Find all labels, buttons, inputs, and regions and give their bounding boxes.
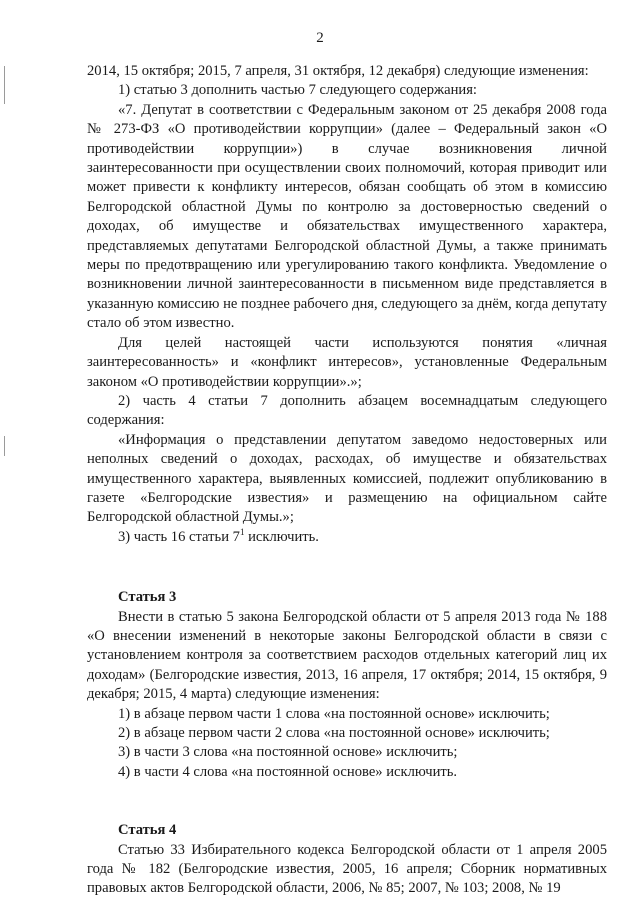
article-3-item-1: 1) в абзаце первом части 1 слова «на постоянной основе» исключить; [118, 705, 550, 722]
article-4-intro: Статью 33 Избирательного кодекса Белгородской области от 1 апреля 2005 года № 182 (Белгородские известия, 2005, 16 апреля; Сборник нормативных правовых актов Белгородской области, 2006, № 85; 2007, № 103; 2008, № 19 [87, 841, 607, 897]
item-3-text: 3) часть 16 статьи 7 [118, 528, 240, 545]
article-4-heading: Статья 4 [118, 822, 177, 839]
section-gap [87, 547, 607, 588]
paragraph-part-7: «7. Депутат в соответствии с Федеральным законом от 25 декабря 2008 года № 273-ФЗ «О противодействии коррупции» (далее – Федеральный закон «О противодействии коррупции») в случае возникновения личной заинтересованности при осуществлении своих полномочий, которая приводит или может привести к конфликту интересов, обязан сообщать об этом в комиссию Белгородской областной Думы по контролю за достоверностью сведений о доходах, об имуществе и обязательствах имущественного характера, представляемых депутатами Белгородской областной Думы, а также принимать меры по предотвращению или урегулированию такого конфликта. Уведомление о возникновении личной заинтересованности в письменном виде представляется в указанную комиссию не позднее рабочего дня, следующего за днём, когда депутату стало об этом известно. [87, 101, 607, 332]
article-3-item-2: 2) в абзаце первом части 2 слова «на постоянной основе» исключить; [118, 725, 550, 741]
paragraph-continuation: 2014, 15 октября; 2015, 7 апреля, 31 октября, 12 декабря) следующие изменения: [87, 63, 589, 79]
item-3-text-end: исключить. [244, 528, 319, 545]
item-3-superscript: 1 [239, 526, 245, 537]
paragraph-item-2: 2) часть 4 статьи 7 дополнить абзацем восемнадцатым следующего содержания: [87, 392, 607, 429]
article-3-heading: Статья 3 [118, 589, 177, 606]
page-number: 2 [316, 30, 324, 46]
paragraph-definitions: Для целей настоящей части используются понятия «личная заинтересованность» и «конфликт интересов», установленные Федеральным законом «О противодействии коррупции».»; [87, 334, 607, 390]
article-3-item-4: 4) в части 4 слова «на постоянной основе» исключить. [118, 763, 458, 780]
paragraph-item-3 [87, 528, 607, 547]
paragraph-information: «Информация о представлении депутатом заведомо недостоверных или неполных сведений о доходах, расходах, об имуществе и обязательствах имущественного характера, выявленных комиссией, подлежит опубликованию в газете «Белгородские известия» и размещению на официальном сайте Белгородской областной Думы.»; [87, 431, 607, 526]
paragraph-item-1: 1) статью 3 дополнить частью 7 следующего содержания: [118, 82, 477, 99]
section-gap [87, 782, 607, 821]
article-3-intro: Внести в статью 5 закона Белгородской области от 5 апреля 2013 года № 188 «О внесении изменений в некоторые законы Белгородской области в связи с установлением контроля за соответствием расходов отдельных категорий лиц их доходам» (Белгородские известия, 2013, 16 апреля, 17 октября; 2014, 15 октября, 9 декабря; 2015, 4 марта) следующие изменения: [87, 608, 607, 703]
article-3-item-3: 3) в части 3 слова «на постоянной основе» исключить; [118, 744, 458, 761]
document-body [87, 62, 607, 899]
margin-mark-middle [4, 436, 5, 456]
margin-mark-top [4, 66, 5, 104]
